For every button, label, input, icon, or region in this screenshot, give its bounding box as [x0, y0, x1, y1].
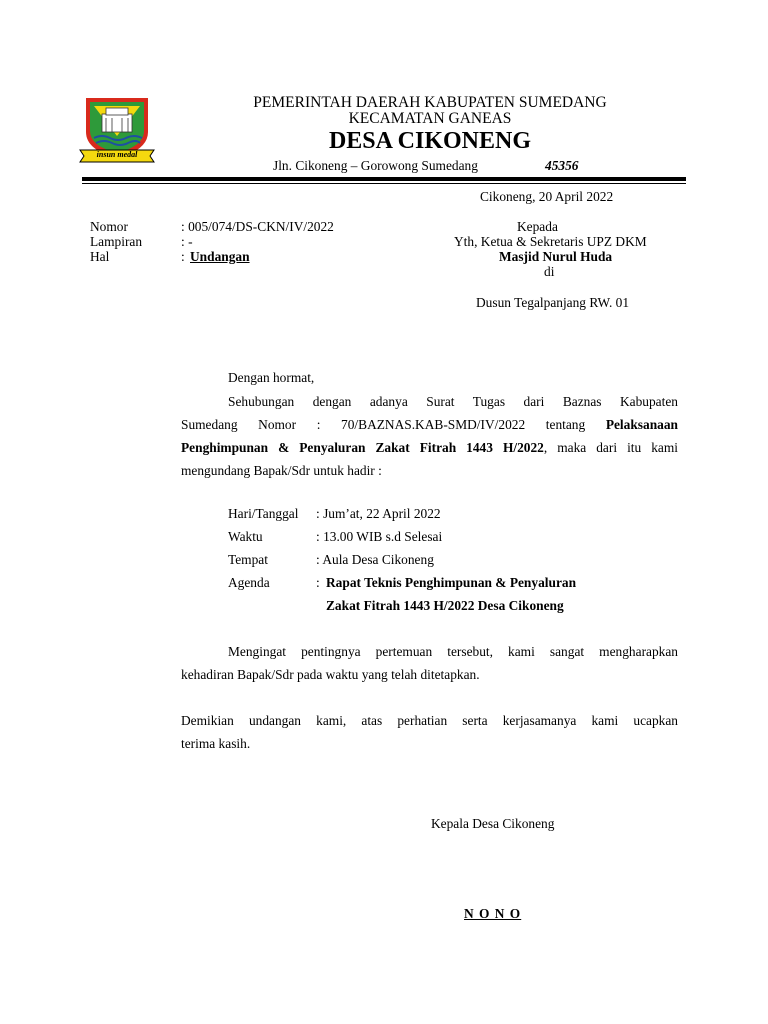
letter-date: Cikoneng, 20 April 2022 [480, 189, 614, 204]
recipient-place: Dusun Tegalpanjang RW. 01 [476, 295, 630, 310]
intro-line-2: Sumedang Nomor : 70/BAZNAS.KAB-SMD/IV/2022 tentang Pelaksanaan [181, 417, 678, 432]
closing-line-1: Demikian undangan kami, atas perhatian serta kerjasamanya kami ucapkan [181, 713, 678, 728]
hal-colon: : [181, 249, 185, 264]
header-divider-thick [82, 177, 686, 181]
logo-ribbon-text: insun medal [96, 150, 138, 159]
hal-value: Undangan [190, 249, 250, 264]
header-divider-thin [82, 183, 686, 184]
nomor-label: Nomor [90, 219, 128, 234]
detail-value-date: : Jum’at, 22 April 2022 [316, 506, 441, 521]
closing-line-2: terima kasih. [181, 736, 251, 751]
detail-label-place: Tempat [228, 552, 268, 567]
recipient-line1: Yth, Ketua & Sekretaris UPZ DKM [454, 234, 647, 249]
paragraph-intro [181, 390, 678, 482]
signature-name: N O N O [464, 906, 522, 921]
letterhead-address: Jln. Cikoneng – Gorowong Sumedang [273, 158, 478, 173]
greeting: Dengan hormat, [228, 370, 315, 385]
detail-label-time: Waktu [228, 529, 263, 544]
letterhead-district: KECAMATAN GANEAS [348, 110, 512, 127]
detail-value-agenda-2: Zakat Fitrah 1443 H/2022 Desa Cikoneng [326, 598, 564, 613]
intro-line-1: Sehubungan dengan adanya Surat Tugas dari Baznas Kabupaten [228, 394, 678, 409]
hal-label: Hal [90, 249, 110, 264]
detail-value-place: : Aula Desa Cikoneng [316, 552, 434, 567]
detail-label-date: Hari/Tanggal [228, 506, 299, 521]
recipient-di: di [544, 264, 555, 279]
letterhead-government: PEMERINTAH DAERAH KABUPATEN SUMEDANG [253, 94, 607, 111]
expectation-line-2: kehadiran Bapak/Sdr pada waktu yang telah ditetapkan. [181, 667, 480, 682]
lampiran-value: : - [181, 234, 193, 249]
letterhead-village: DESA CIKONENG [328, 128, 532, 154]
paragraph-closing [181, 709, 678, 755]
village-logo [76, 94, 158, 166]
intro-line-4: mengundang Bapak/Sdr untuk hadir : [181, 463, 382, 478]
detail-label-agenda: Agenda [228, 575, 270, 590]
nomor-value: : 005/074/DS-CKN/IV/2022 [181, 219, 334, 234]
expectation-line-1: Mengingat pentingnya pertemuan tersebut, kami sangat mengharapkan [228, 644, 678, 659]
detail-value-agenda: Rapat Teknis Penghimpunan & Penyaluran [326, 575, 577, 590]
lampiran-label: Lampiran [90, 234, 143, 249]
intro-line-3: Penghimpunan & Penyaluran Zakat Fitrah 1443 H/2022, maka dari itu kami [181, 440, 678, 455]
paragraph-expectation [181, 640, 678, 686]
letterhead-postcode: 45356 [545, 158, 579, 173]
recipient-line2: Masjid Nurul Huda [499, 249, 613, 264]
detail-value-time: : 13.00 WIB s.d Selesai [316, 529, 443, 544]
detail-agenda-colon: : [316, 575, 320, 590]
signature-title: Kepala Desa Cikoneng [431, 816, 555, 831]
recipient-kepada: Kepada [517, 219, 558, 234]
